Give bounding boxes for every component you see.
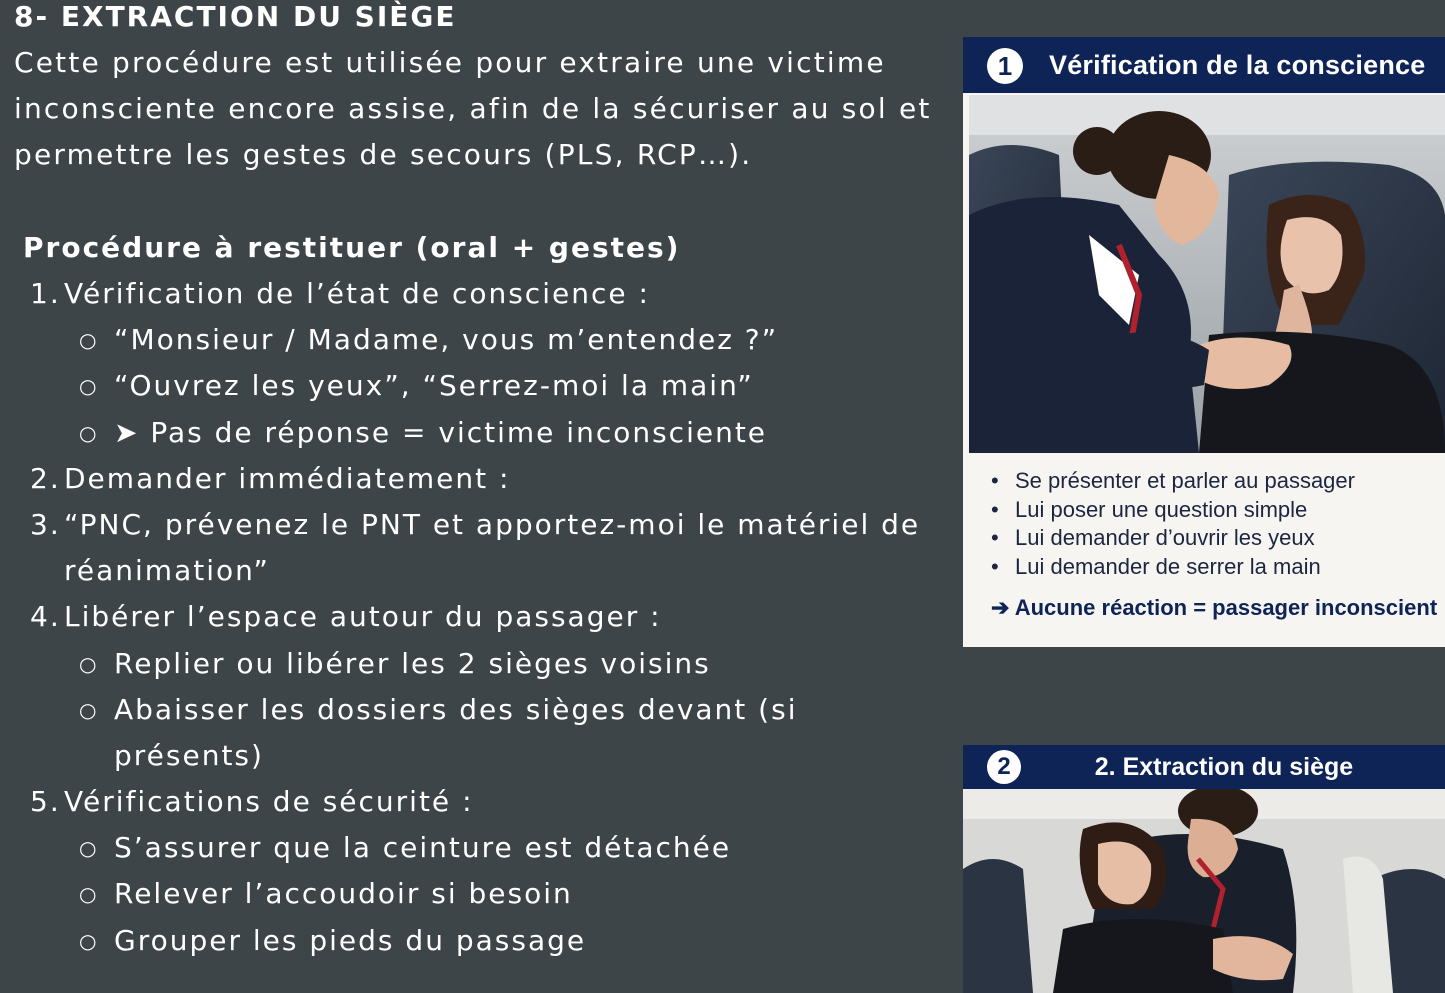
sub-item-text: Grouper les pieds du passage	[114, 923, 587, 957]
step-number: 3.	[30, 507, 61, 541]
step-text: Vérification de l’état de conscience :	[64, 277, 650, 310]
card-header	[963, 37, 1445, 93]
sub-item-text: Abaisser les dossiers des sièges devant (si	[114, 692, 798, 726]
seat-extraction-photo	[963, 789, 1445, 993]
step-number: 5.	[30, 785, 61, 819]
step-badge: 2	[987, 750, 1021, 784]
bullet-circle-icon: ○	[79, 420, 99, 445]
card-header	[963, 745, 1445, 789]
list-item: • Lui demander d’ouvrir les yeux	[991, 524, 1355, 553]
sub-item-text: présents)	[114, 738, 264, 772]
intro-line: Cette procédure est utilisée pour extraire une victime	[14, 46, 886, 79]
step-text: “PNC, prévenez le PNT et apportez-moi le matériel de	[64, 507, 921, 541]
step-text: Libérer l’espace autour du passager :	[64, 600, 662, 634]
intro-line: inconsciente encore assise, afin de la sécuriser au sol et	[14, 92, 932, 125]
card-seat-extraction	[963, 745, 1445, 993]
step-text: Vérifications de sécurité :	[64, 785, 474, 819]
procedure-row	[0, 733, 960, 779]
procedure-row	[0, 687, 960, 733]
procedure-row	[0, 317, 960, 363]
procedure-row	[0, 548, 960, 594]
bullet-circle-icon: ○	[79, 882, 99, 907]
sub-item-text: ➤ Pas de réponse = victime inconsciente	[114, 415, 768, 449]
procedure-row	[0, 410, 960, 456]
procedure-row	[0, 779, 960, 825]
list-item: • Se présenter et parler au passager	[991, 467, 1355, 496]
intro-paragraph	[14, 40, 959, 178]
bullet-circle-icon: ○	[79, 651, 99, 676]
bullet-circle-icon: ○	[79, 928, 99, 953]
bullet-circle-icon: ○	[79, 328, 99, 353]
step-text: Demander immédiatement :	[64, 461, 511, 495]
step-badge: 1	[987, 48, 1023, 84]
flight-attendant-checking-passenger-photo	[969, 95, 1445, 453]
procedure-row	[0, 502, 960, 548]
procedure-row	[0, 363, 960, 409]
card-title: Vérification de la conscience	[1049, 50, 1426, 80]
step-number: 4.	[30, 600, 61, 634]
intro-line: permettre les gestes de secours (PLS, RCP…).	[14, 138, 753, 171]
procedure-row	[0, 594, 960, 640]
procedure-row	[0, 271, 960, 317]
sub-item-text: Replier ou libérer les 2 sièges voisins	[114, 646, 711, 680]
bullet-circle-icon: ○	[79, 697, 99, 722]
bullet-circle-icon: ○	[79, 836, 99, 861]
sub-item-text: “Ouvrez les yeux”, “Serrez-moi la main”	[114, 369, 754, 403]
procedure-steps	[0, 271, 960, 964]
list-item: • Lui poser une question simple	[991, 496, 1355, 525]
sub-item-text: S’assurer que la ceinture est détachée	[114, 831, 732, 865]
section-heading: 8- EXTRACTION DU SIÈGE	[14, 0, 457, 33]
procedure-row	[0, 456, 960, 502]
step-number: 2.	[30, 461, 61, 495]
procedure-row	[0, 918, 960, 964]
bullet-circle-icon: ○	[79, 374, 99, 399]
sub-item-text: “Monsieur / Madame, vous m’entendez ?”	[114, 323, 779, 357]
procedure-row	[0, 641, 960, 687]
list-item: • Lui demander de serrer la main	[991, 553, 1355, 582]
card-conscience-check	[963, 37, 1445, 647]
procedure-row	[0, 871, 960, 917]
card-title: 2. Extraction du siège	[1094, 753, 1354, 781]
sub-item-text: Relever l’accoudoir si besoin	[114, 877, 573, 911]
check-list	[991, 467, 1355, 581]
procedure-row	[0, 825, 960, 871]
conclusion-text: ➔ Aucune réaction = passager inconscient	[991, 595, 1438, 620]
step-text: réanimation”	[64, 554, 270, 588]
step-number: 1.	[30, 277, 61, 310]
procedure-title: Procédure à restituer (oral + gestes)	[23, 231, 681, 264]
